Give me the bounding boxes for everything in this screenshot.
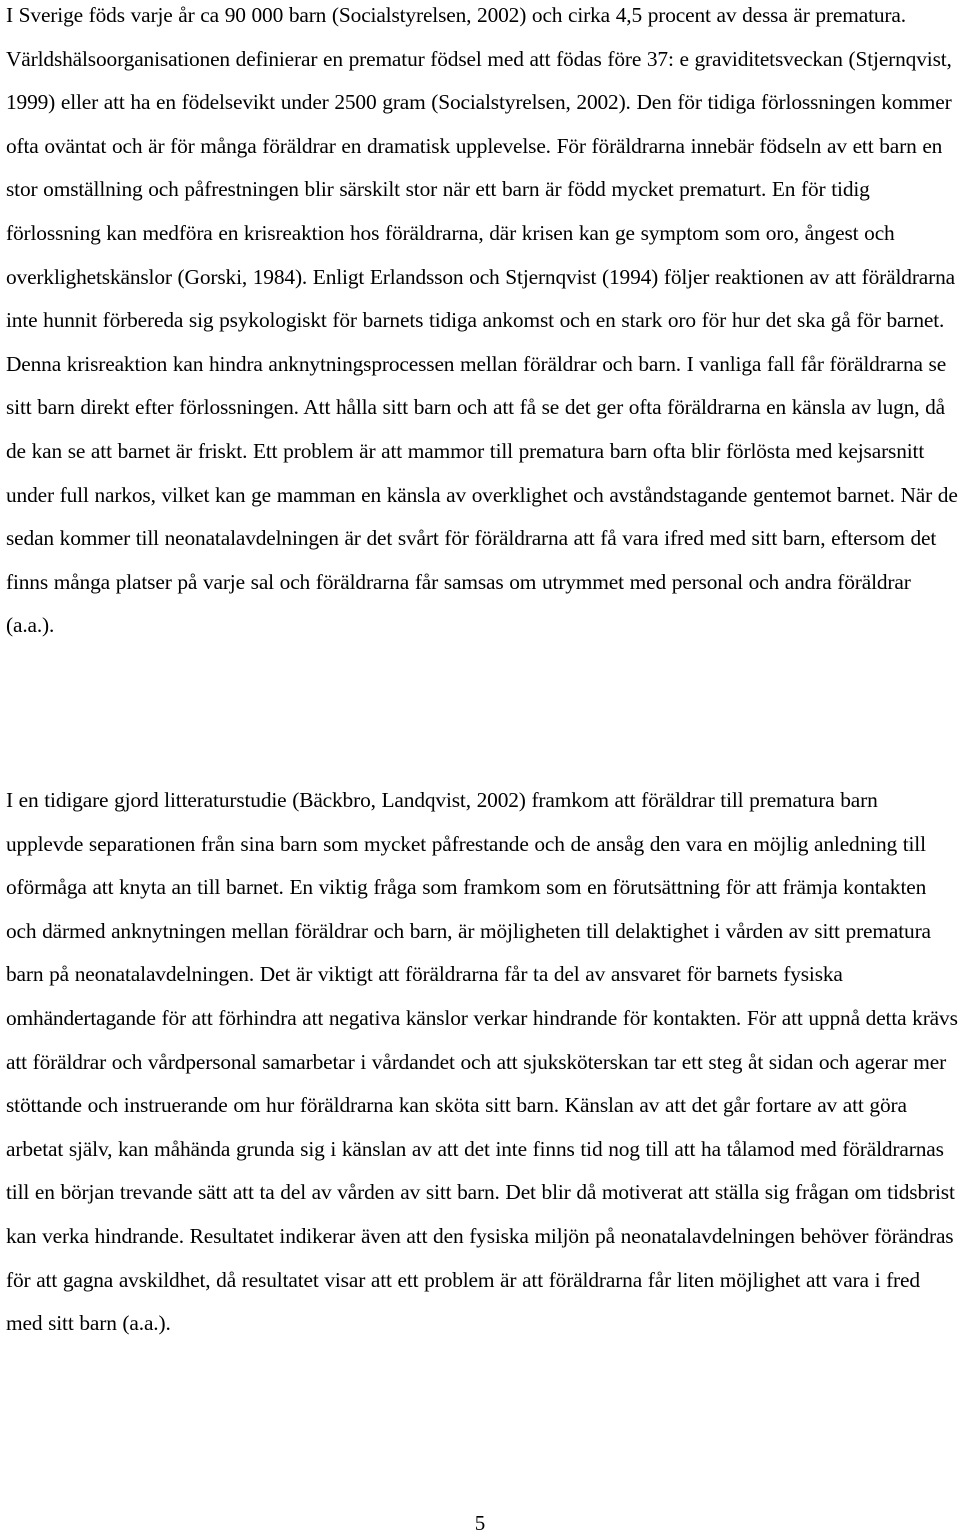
body-paragraph: I en tidigare gjord litteraturstudie (Bäckbro, Landqvist, 2002) framkom att föräldrar till prematura barn upplevde separationen från sina barn som mycket påfrestande och de ansåg den vara en möjlig anledning till oförmåga att knyta an till barnet. En viktig fråga som framkom som en förutsättning för att främja kontakten och därmed anknytningen mellan föräldrar och barn, är möjligheten till delaktighet i vården av sitt prematura barn på neonatalavdelningen. Det är viktigt att föräldrarna får ta del av ansvaret för barnets fysiska omhändertagande för att förhindra att negativa känslor verkar hindrande för kontakten. För att uppnå detta krävs att föräldrar och vårdpersonal samarbetar i vårdandet och att sjuksköterskan tar ett steg åt sidan och agerar mer stöttande och instruerande om hur föräldrarna kan sköta sitt barn. Känslan av att det går fortare av att göra arbetat själv, kan måhända grunda sig i känslan av att det inte finns tid nog till att ha tålamod med föräldrarnas till en början trevande sätt att ta del av vården av sitt barn. Det blir då motiverat att ställa sig frågan om tidsbrist kan verka hindrande. Resultatet indikerar även att den fysiska miljön på neonatalavdelningen behöver förändras för att gagna avskildhet, då resultatet visar att ett problem är att föräldrarna får liten möjlighet att vara i fred med sitt barn (a.a.). xyxy=(6,788,958,1336)
body-paragraph: I Sverige föds varje år ca 90 000 barn (Socialstyrelsen, 2002) och cirka 4,5 procent av dessa är prematura. Världshälsoorganisationen definierar en prematur födsel med att födas före 37: e graviditetsveckan (Stjernqvist, 1999) eller att ha en födelsevikt under 2500 gram (Socialstyrelsen, 2002). Den för tidiga förlossningen kommer ofta oväntat och är för många föräldrar en dramatisk upplevelse. För föräldrarna innebär födseln av ett barn en stor omställning och påfrestningen blir särskilt stor när ett barn är född mycket prematurt. En för tidig förlossning kan medföra en krisreaktion hos föräldrarna, där krisen kan ge symptom som oro, ångest och overklighetskänslor (Gorski, 1984). Enligt Erlandsson och Stjernqvist (1994) följer reaktionen av att föräldrarna inte hunnit förbereda sig psykologiskt för barnets tidiga ankomst och en stark oro för hur det ska gå för barnet. Denna krisreaktion kan hindra anknytningsprocessen mellan föräldrar och barn. I vanliga fall får föräldrarna se sitt barn direkt efter förlossningen. Att hålla sitt barn och att få se det ger ofta föräldrarna en känsla av lugn, då de kan se att barnet är friskt. Ett problem är att mammor till prematura barn ofta blir förlösta med kejsarsnitt under full narkos, vilket kan ge mamman en känsla av overklighet och avståndstagande gentemot barnet. När de sedan kommer till neonatalavdelningen är det svårt för föräldrarna att få vara ifred med sitt barn, eftersom det finns många platser på varje sal och föräldrarna får samsas om utrymmet med personal och andra föräldrar (a.a.). xyxy=(6,3,958,638)
page-number: 5 xyxy=(474,1511,486,1535)
